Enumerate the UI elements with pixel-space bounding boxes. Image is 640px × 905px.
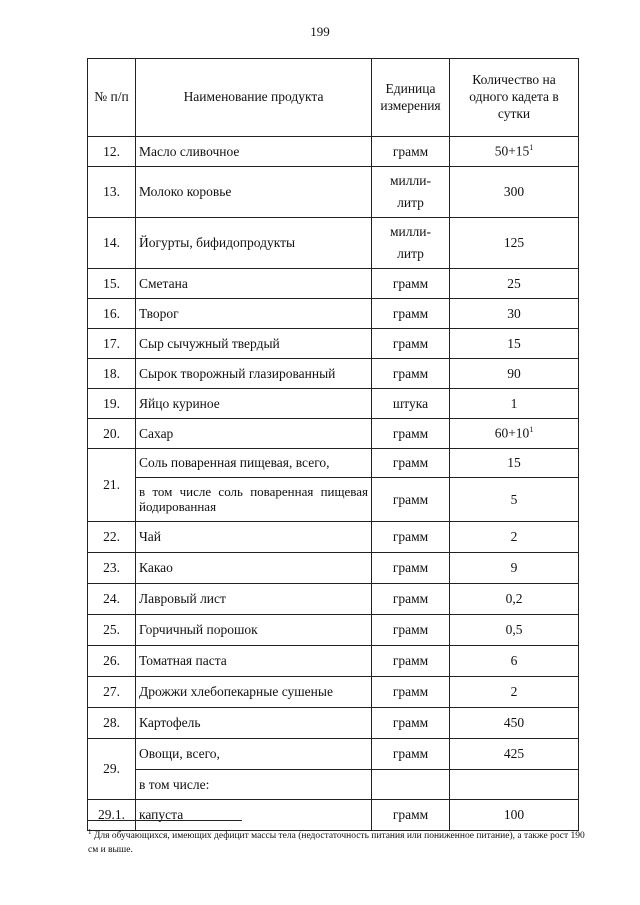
- table-row: [88, 770, 579, 800]
- row-num: 24.: [88, 584, 136, 615]
- row-unit: грамм: [372, 449, 450, 478]
- row-qty: 15: [450, 329, 579, 359]
- row-unit: милли- литр: [372, 167, 450, 218]
- row-name: Чай: [136, 522, 372, 553]
- footnote-divider: [88, 820, 242, 821]
- header-unit: Единица измерения: [372, 59, 450, 137]
- row-name: Творог: [136, 299, 372, 329]
- row-num: 12.: [88, 137, 136, 167]
- row-qty: 1: [450, 389, 579, 419]
- table-row: [88, 167, 579, 218]
- footnote-text: Для обучающихся, имеющих дефицит массы тела (недостаточность питания или пониженное питание), а также рост 190 см и выше.: [88, 831, 585, 856]
- row-unit: грамм: [372, 615, 450, 646]
- table-row: [88, 677, 579, 708]
- row-num: 15.: [88, 269, 136, 299]
- row-num: 29.: [88, 739, 136, 800]
- table-row: [88, 478, 579, 522]
- row-unit: милли- литр: [372, 218, 450, 269]
- row-qty: 25: [450, 269, 579, 299]
- row-name: Сахар: [136, 419, 372, 449]
- table-row: [88, 269, 579, 299]
- table-row: [88, 299, 579, 329]
- row-unit: грамм: [372, 522, 450, 553]
- row-name: Яйцо куриное: [136, 389, 372, 419]
- row-num: 23.: [88, 553, 136, 584]
- table-row: [88, 419, 579, 449]
- row-name: Какао: [136, 553, 372, 584]
- row-qty: 0,5: [450, 615, 579, 646]
- table-row: [88, 449, 579, 478]
- table-row: [88, 218, 579, 269]
- row-qty: 100: [450, 800, 579, 831]
- row-qty: $60+10^1$: [450, 419, 579, 449]
- row-num: 16.: [88, 299, 136, 329]
- row-qty: 5: [450, 478, 579, 522]
- row-num: 19.: [88, 389, 136, 419]
- footnote: [88, 825, 588, 857]
- row-unit: грамм: [372, 708, 450, 739]
- page-number: 199: [310, 24, 330, 39]
- table-row: [88, 739, 579, 770]
- row-num: 29.1.: [88, 800, 136, 831]
- row-name: Картофель: [136, 708, 372, 739]
- row-qty: 125: [450, 218, 579, 269]
- row-qty: 450: [450, 708, 579, 739]
- row-unit: грамм: [372, 739, 450, 770]
- table-row: [88, 584, 579, 615]
- row-num: 14.: [88, 218, 136, 269]
- row-name: Томатная паста: [136, 646, 372, 677]
- row-name: Молоко коровье: [136, 167, 372, 218]
- row-name: Сметана: [136, 269, 372, 299]
- row-num: 21.: [88, 449, 136, 522]
- row-unit: грамм: [372, 553, 450, 584]
- footnote-ref: 1: [529, 143, 534, 153]
- row-qty: $50+15^1$: [450, 137, 579, 167]
- table-header-row: [88, 59, 579, 137]
- row-name: в том числе соль поваренная пищевая йодированная: [136, 478, 372, 522]
- row-name: капуста: [136, 800, 372, 831]
- row-name: Йогурты, бифидопродукты: [136, 218, 372, 269]
- row-qty: 6: [450, 646, 579, 677]
- row-num: 17.: [88, 329, 136, 359]
- row-qty: 30: [450, 299, 579, 329]
- row-qty: 300: [450, 167, 579, 218]
- row-unit: грамм: [372, 419, 450, 449]
- row-unit: грамм: [372, 677, 450, 708]
- table-row: [88, 708, 579, 739]
- row-unit: грамм: [372, 269, 450, 299]
- header-name: Наименование продукта: [136, 59, 372, 137]
- row-qty: [450, 770, 579, 800]
- table-row: [88, 553, 579, 584]
- row-unit: штука: [372, 389, 450, 419]
- food-norms-table: [87, 58, 579, 831]
- row-qty: 425: [450, 739, 579, 770]
- row-qty: 90: [450, 359, 579, 389]
- table-row: [88, 522, 579, 553]
- header-num: № п/п: [88, 59, 136, 137]
- row-name: Соль поваренная пищевая, всего,: [136, 449, 372, 478]
- row-unit: грамм: [372, 299, 450, 329]
- row-name: Сыр сычужный твердый: [136, 329, 372, 359]
- header-qty: Количество на одного кадета в сутки: [450, 59, 579, 137]
- row-unit: грамм: [372, 584, 450, 615]
- row-num: 18.: [88, 359, 136, 389]
- row-unit: грамм: [372, 137, 450, 167]
- row-name: Лавровый лист: [136, 584, 372, 615]
- row-num: 20.: [88, 419, 136, 449]
- row-name: в том числе:: [136, 770, 372, 800]
- row-qty: 15: [450, 449, 579, 478]
- row-unit: грамм: [372, 478, 450, 522]
- row-unit: грамм: [372, 646, 450, 677]
- table-row: [88, 389, 579, 419]
- row-qty: 0,2: [450, 584, 579, 615]
- row-qty: 2: [450, 677, 579, 708]
- row-unit: [372, 770, 450, 800]
- row-unit: грамм: [372, 359, 450, 389]
- footnote-ref: 1: [529, 425, 534, 435]
- row-unit: грамм: [372, 329, 450, 359]
- table-row: [88, 359, 579, 389]
- row-num: 25.: [88, 615, 136, 646]
- table-row: [88, 615, 579, 646]
- row-name: Сырок творожный глазированный: [136, 359, 372, 389]
- row-num: 27.: [88, 677, 136, 708]
- table-row: [88, 137, 579, 167]
- row-num: 26.: [88, 646, 136, 677]
- row-num: 22.: [88, 522, 136, 553]
- row-name: Дрожжи хлебопекарные сушеные: [136, 677, 372, 708]
- row-name: Масло сливочное: [136, 137, 372, 167]
- row-unit: грамм: [372, 800, 450, 831]
- row-name: Горчичный порошок: [136, 615, 372, 646]
- footnote-marker: 1: [88, 828, 92, 836]
- table-row: [88, 329, 579, 359]
- row-qty: 9: [450, 553, 579, 584]
- row-num: 28.: [88, 708, 136, 739]
- table-row: [88, 646, 579, 677]
- row-qty: 2: [450, 522, 579, 553]
- row-num: 13.: [88, 167, 136, 218]
- row-name: Овощи, всего,: [136, 739, 372, 770]
